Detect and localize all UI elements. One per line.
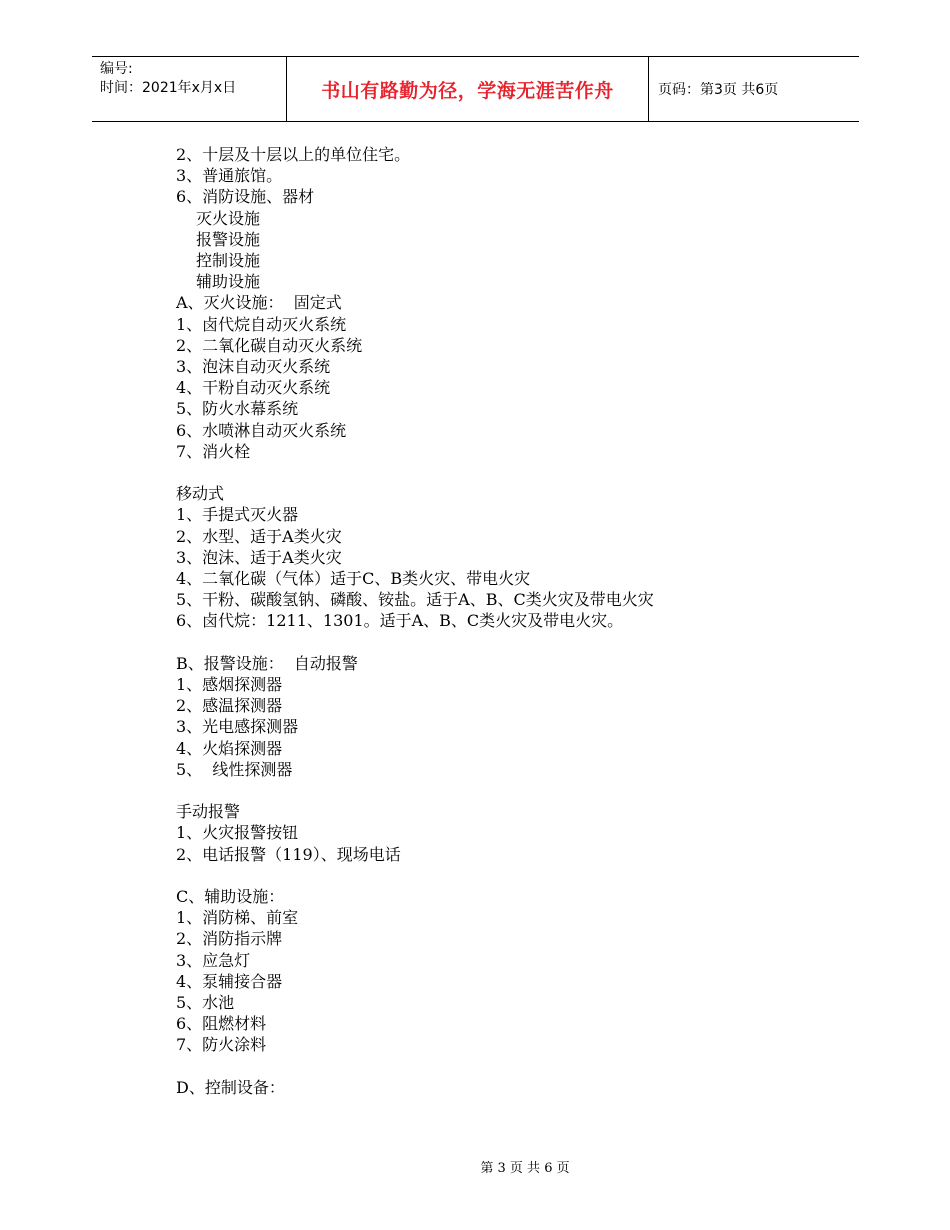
text-line: 1、手提式灭火器 [176, 505, 299, 525]
text-line: 2、电话报警（119）、现场电话 [176, 844, 401, 864]
text-line: 报警设施 [196, 229, 261, 249]
text-line: 辅助设施 [196, 272, 261, 292]
text-line: 5、干粉、碳酸氢钠、磷酸、铵盐。适于A、B、C类火灾及带电火灾 [176, 590, 654, 610]
text-line: 3、泡沫自动灭火系统 [176, 357, 331, 377]
text-line: 2、二氧化碳自动灭火系统 [176, 335, 363, 355]
text-line: 3、泡沫、适于A类火灾 [176, 547, 342, 567]
text-line: 5、 线性探测器 [176, 759, 293, 779]
text-line: 4、泵辅接合器 [176, 971, 283, 991]
text-line: 2、消防指示牌 [176, 929, 283, 949]
document-number-label: 编号: [100, 61, 133, 77]
text-line: 5、水池 [176, 993, 235, 1013]
document-body [176, 144, 836, 1098]
text-line: 1、火灾报警按钮 [176, 823, 299, 843]
header-meta [92, 57, 287, 121]
text-line: 4、干粉自动灭火系统 [176, 378, 331, 398]
text-line: 3、应急灯 [176, 950, 251, 970]
blank-line [176, 1056, 836, 1077]
header-motto: 书山有路勤为径，学海无涯苦作舟 [287, 57, 649, 121]
text-line: D、控制设备： [176, 1077, 285, 1097]
text-line: 2、水型、适于A类火灾 [176, 526, 342, 546]
text-line: 2、感温探测器 [176, 696, 283, 716]
text-line: 6、水喷淋自动灭火系统 [176, 420, 347, 440]
text-line: 6、阻燃材料 [176, 1014, 267, 1034]
blank-line [176, 632, 836, 653]
text-line: 1、感烟探测器 [176, 675, 283, 695]
page-header [92, 56, 859, 122]
text-line: 7、消火栓 [176, 441, 251, 461]
text-line: B、报警设施： 自动报警 [176, 653, 358, 673]
blank-line [176, 780, 836, 801]
text-line: 7、防火涂料 [176, 1035, 267, 1055]
text-line: 移动式 [176, 484, 225, 504]
header-page-number: 页码：第3页 共6页 [658, 82, 779, 98]
text-line: 手动报警 [176, 802, 241, 822]
text-line: 1、卤代烷自动灭火系统 [176, 314, 347, 334]
text-line: 6、消防设施、器材 [176, 187, 315, 207]
text-line: 1、消防梯、前室 [176, 908, 299, 928]
text-line: 5、防火水幕系统 [176, 399, 299, 419]
text-line: A、灭火设施： 固定式 [176, 293, 342, 313]
blank-line [176, 462, 836, 483]
blank-line [176, 865, 836, 886]
text-line: 灭火设施 [196, 208, 261, 228]
text-line: 2、十层及十层以上的单位住宅。 [176, 145, 411, 164]
text-line: C、辅助设施： [176, 887, 285, 907]
document-time-label: 时间：2021年x月x日 [100, 80, 237, 96]
page-footer: 第 3 页 共 6 页 [480, 1161, 570, 1176]
text-line: 4、火焰探测器 [176, 738, 283, 758]
text-line: 3、普通旅馆。 [176, 166, 283, 186]
text-line: 3、光电感探测器 [176, 717, 299, 737]
text-line: 6、卤代烷：1211、1301。适于A、B、C类火灾及带电火灾。 [176, 611, 624, 631]
text-line: 控制设施 [196, 251, 261, 271]
text-line: 4、二氧化碳（气体）适于C、B类火灾、带电火灾 [176, 569, 531, 589]
